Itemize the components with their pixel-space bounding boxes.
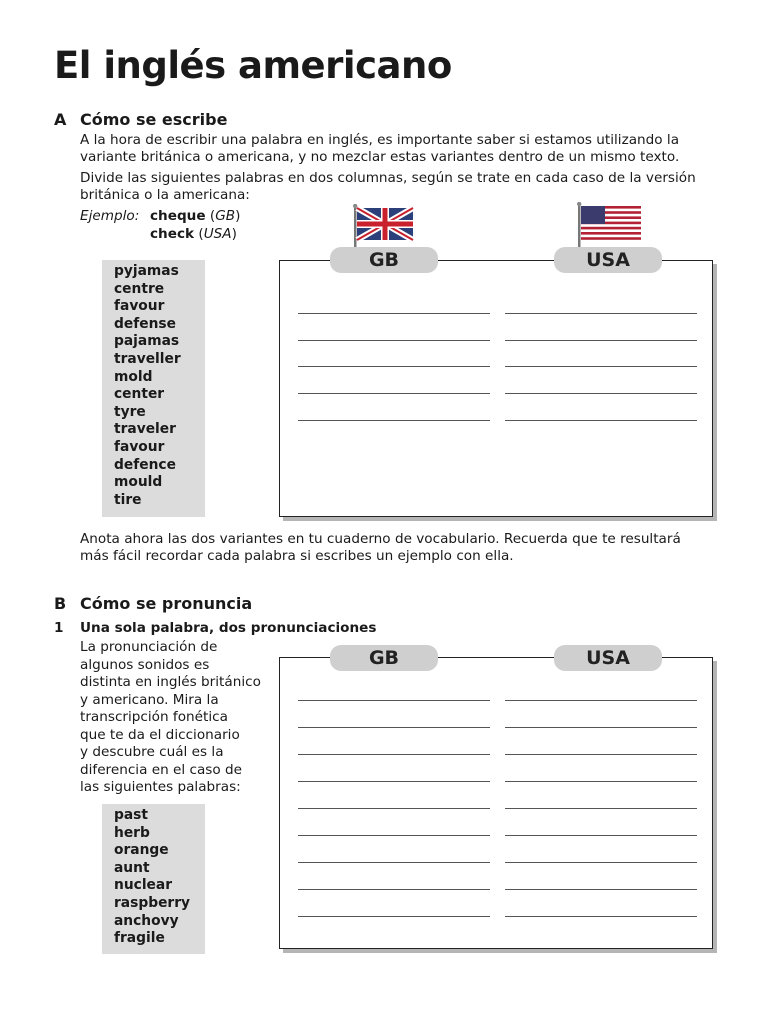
section-a-para1-line2: variante británica o americana, y no mezclar estas variantes dentro de un mismo texto. bbox=[80, 149, 680, 165]
word-a-item: pyjamas bbox=[114, 263, 179, 279]
word-b-item: anchovy bbox=[114, 912, 179, 929]
section-b-para-line: diferencia en el caso de bbox=[80, 761, 243, 778]
note-line1: Anota ahora las dos variantes en tu cuaderno de vocabulario. Recuerda que te resultará bbox=[80, 531, 681, 547]
answer-line[interactable] bbox=[505, 754, 697, 755]
word-b-item: fragile bbox=[114, 930, 165, 947]
example-1: cheque (GB) bbox=[150, 208, 241, 224]
section-b-para-line: las siguientes palabras: bbox=[80, 779, 241, 795]
answer-line[interactable] bbox=[505, 781, 697, 782]
usa-flag-icon bbox=[576, 202, 644, 248]
section-b-title: Cómo se pronuncia bbox=[80, 594, 253, 613]
column-header-gb-b: GB bbox=[330, 645, 438, 671]
word-a-item: pajamas bbox=[114, 333, 180, 350]
uk-flag-icon bbox=[352, 204, 416, 248]
example-2-tag: USA bbox=[203, 226, 232, 242]
word-b-item: nuclear bbox=[114, 877, 173, 894]
section-b-letter: B bbox=[54, 594, 67, 613]
answer-line[interactable] bbox=[298, 727, 490, 728]
answer-line[interactable] bbox=[298, 889, 490, 890]
word-b-item: herb bbox=[114, 824, 150, 841]
answer-line[interactable] bbox=[505, 700, 697, 701]
answer-line[interactable] bbox=[505, 340, 697, 341]
answer-panel-a bbox=[279, 260, 713, 517]
answer-line[interactable] bbox=[298, 420, 490, 421]
example-label: Ejemplo: bbox=[80, 208, 140, 224]
section-b-para-line: La pronunciación de bbox=[80, 639, 218, 655]
subsection-number: 1 bbox=[54, 620, 64, 636]
section-b-para-line: distinta en inglés británico bbox=[80, 674, 261, 690]
answer-line[interactable] bbox=[505, 808, 697, 809]
word-a-item: tyre bbox=[114, 403, 146, 420]
answer-line[interactable] bbox=[298, 808, 490, 809]
section-a-para2-line1: Divide las siguientes palabras en dos columnas, según se trate en cada caso de la versión bbox=[80, 170, 696, 186]
word-a-item: favour bbox=[114, 298, 165, 315]
answer-line[interactable] bbox=[505, 835, 697, 836]
column-header-gb: GB bbox=[330, 247, 438, 273]
page-title: El inglés americano bbox=[54, 44, 452, 87]
subsection-title: Una sola palabra, dos pronunciaciones bbox=[80, 620, 377, 636]
word-b-item: orange bbox=[114, 842, 169, 859]
word-box-a bbox=[102, 260, 205, 517]
word-b-item: past bbox=[114, 807, 148, 823]
section-a-letter: A bbox=[54, 110, 67, 129]
word-a-item: favour bbox=[114, 438, 165, 455]
column-header-usa: USA bbox=[554, 247, 662, 273]
word-a-item: centre bbox=[114, 280, 165, 297]
answer-line[interactable] bbox=[505, 916, 697, 917]
section-b-para-line: y descubre cuál es la bbox=[80, 744, 224, 760]
word-a-item: traveler bbox=[114, 421, 176, 438]
answer-line[interactable] bbox=[505, 393, 697, 394]
word-a-item: mould bbox=[114, 474, 163, 491]
section-a-para1-line1: A la hora de escribir una palabra en inglés, es importante saber si estamos utilizando la bbox=[80, 132, 680, 148]
word-a-item: center bbox=[114, 386, 165, 403]
answer-line[interactable] bbox=[298, 781, 490, 782]
answer-line[interactable] bbox=[298, 916, 490, 917]
answer-line[interactable] bbox=[298, 754, 490, 755]
answer-line[interactable] bbox=[505, 420, 697, 421]
example-2-word: check bbox=[150, 226, 195, 242]
answer-line[interactable] bbox=[298, 340, 490, 341]
answer-line[interactable] bbox=[298, 313, 490, 314]
example-1-tag: GB bbox=[215, 208, 236, 224]
section-b-para-line: algunos sonidos es bbox=[80, 656, 210, 673]
answer-line[interactable] bbox=[298, 862, 490, 863]
answer-line[interactable] bbox=[505, 313, 697, 314]
answer-line[interactable] bbox=[298, 393, 490, 394]
word-a-item: traveller bbox=[114, 350, 181, 367]
section-b-paragraph bbox=[80, 639, 261, 797]
section-a-para2-line2: británica o la americana: bbox=[80, 187, 250, 203]
section-a-title: Cómo se escribe bbox=[80, 110, 228, 129]
answer-line[interactable] bbox=[505, 727, 697, 728]
column-header-usa-b: USA bbox=[554, 645, 662, 671]
note-line2: más fácil recordar cada palabra si escribes un ejemplo con ella. bbox=[80, 548, 514, 564]
answer-line[interactable] bbox=[505, 366, 697, 367]
word-b-item: aunt bbox=[114, 859, 150, 876]
answer-line[interactable] bbox=[505, 862, 697, 863]
word-a-item: tire bbox=[114, 491, 142, 508]
word-a-item: mold bbox=[114, 368, 153, 385]
answer-line[interactable] bbox=[505, 889, 697, 890]
word-a-item: defense bbox=[114, 315, 176, 332]
example-1-word: cheque bbox=[150, 208, 206, 224]
word-a-item: defence bbox=[114, 456, 176, 473]
word-b-item: raspberry bbox=[114, 894, 191, 911]
answer-line[interactable] bbox=[298, 835, 490, 836]
example-2: check (USA) bbox=[150, 226, 237, 242]
answer-line[interactable] bbox=[298, 366, 490, 367]
answer-panel-b bbox=[279, 657, 713, 949]
word-box-b bbox=[102, 804, 205, 954]
section-b-para-line: transcripción fonética bbox=[80, 709, 228, 725]
section-b-para-line: que te da el diccionario bbox=[80, 726, 240, 743]
section-b-para-line: y americano. Mira la bbox=[80, 691, 219, 708]
answer-line[interactable] bbox=[298, 700, 490, 701]
